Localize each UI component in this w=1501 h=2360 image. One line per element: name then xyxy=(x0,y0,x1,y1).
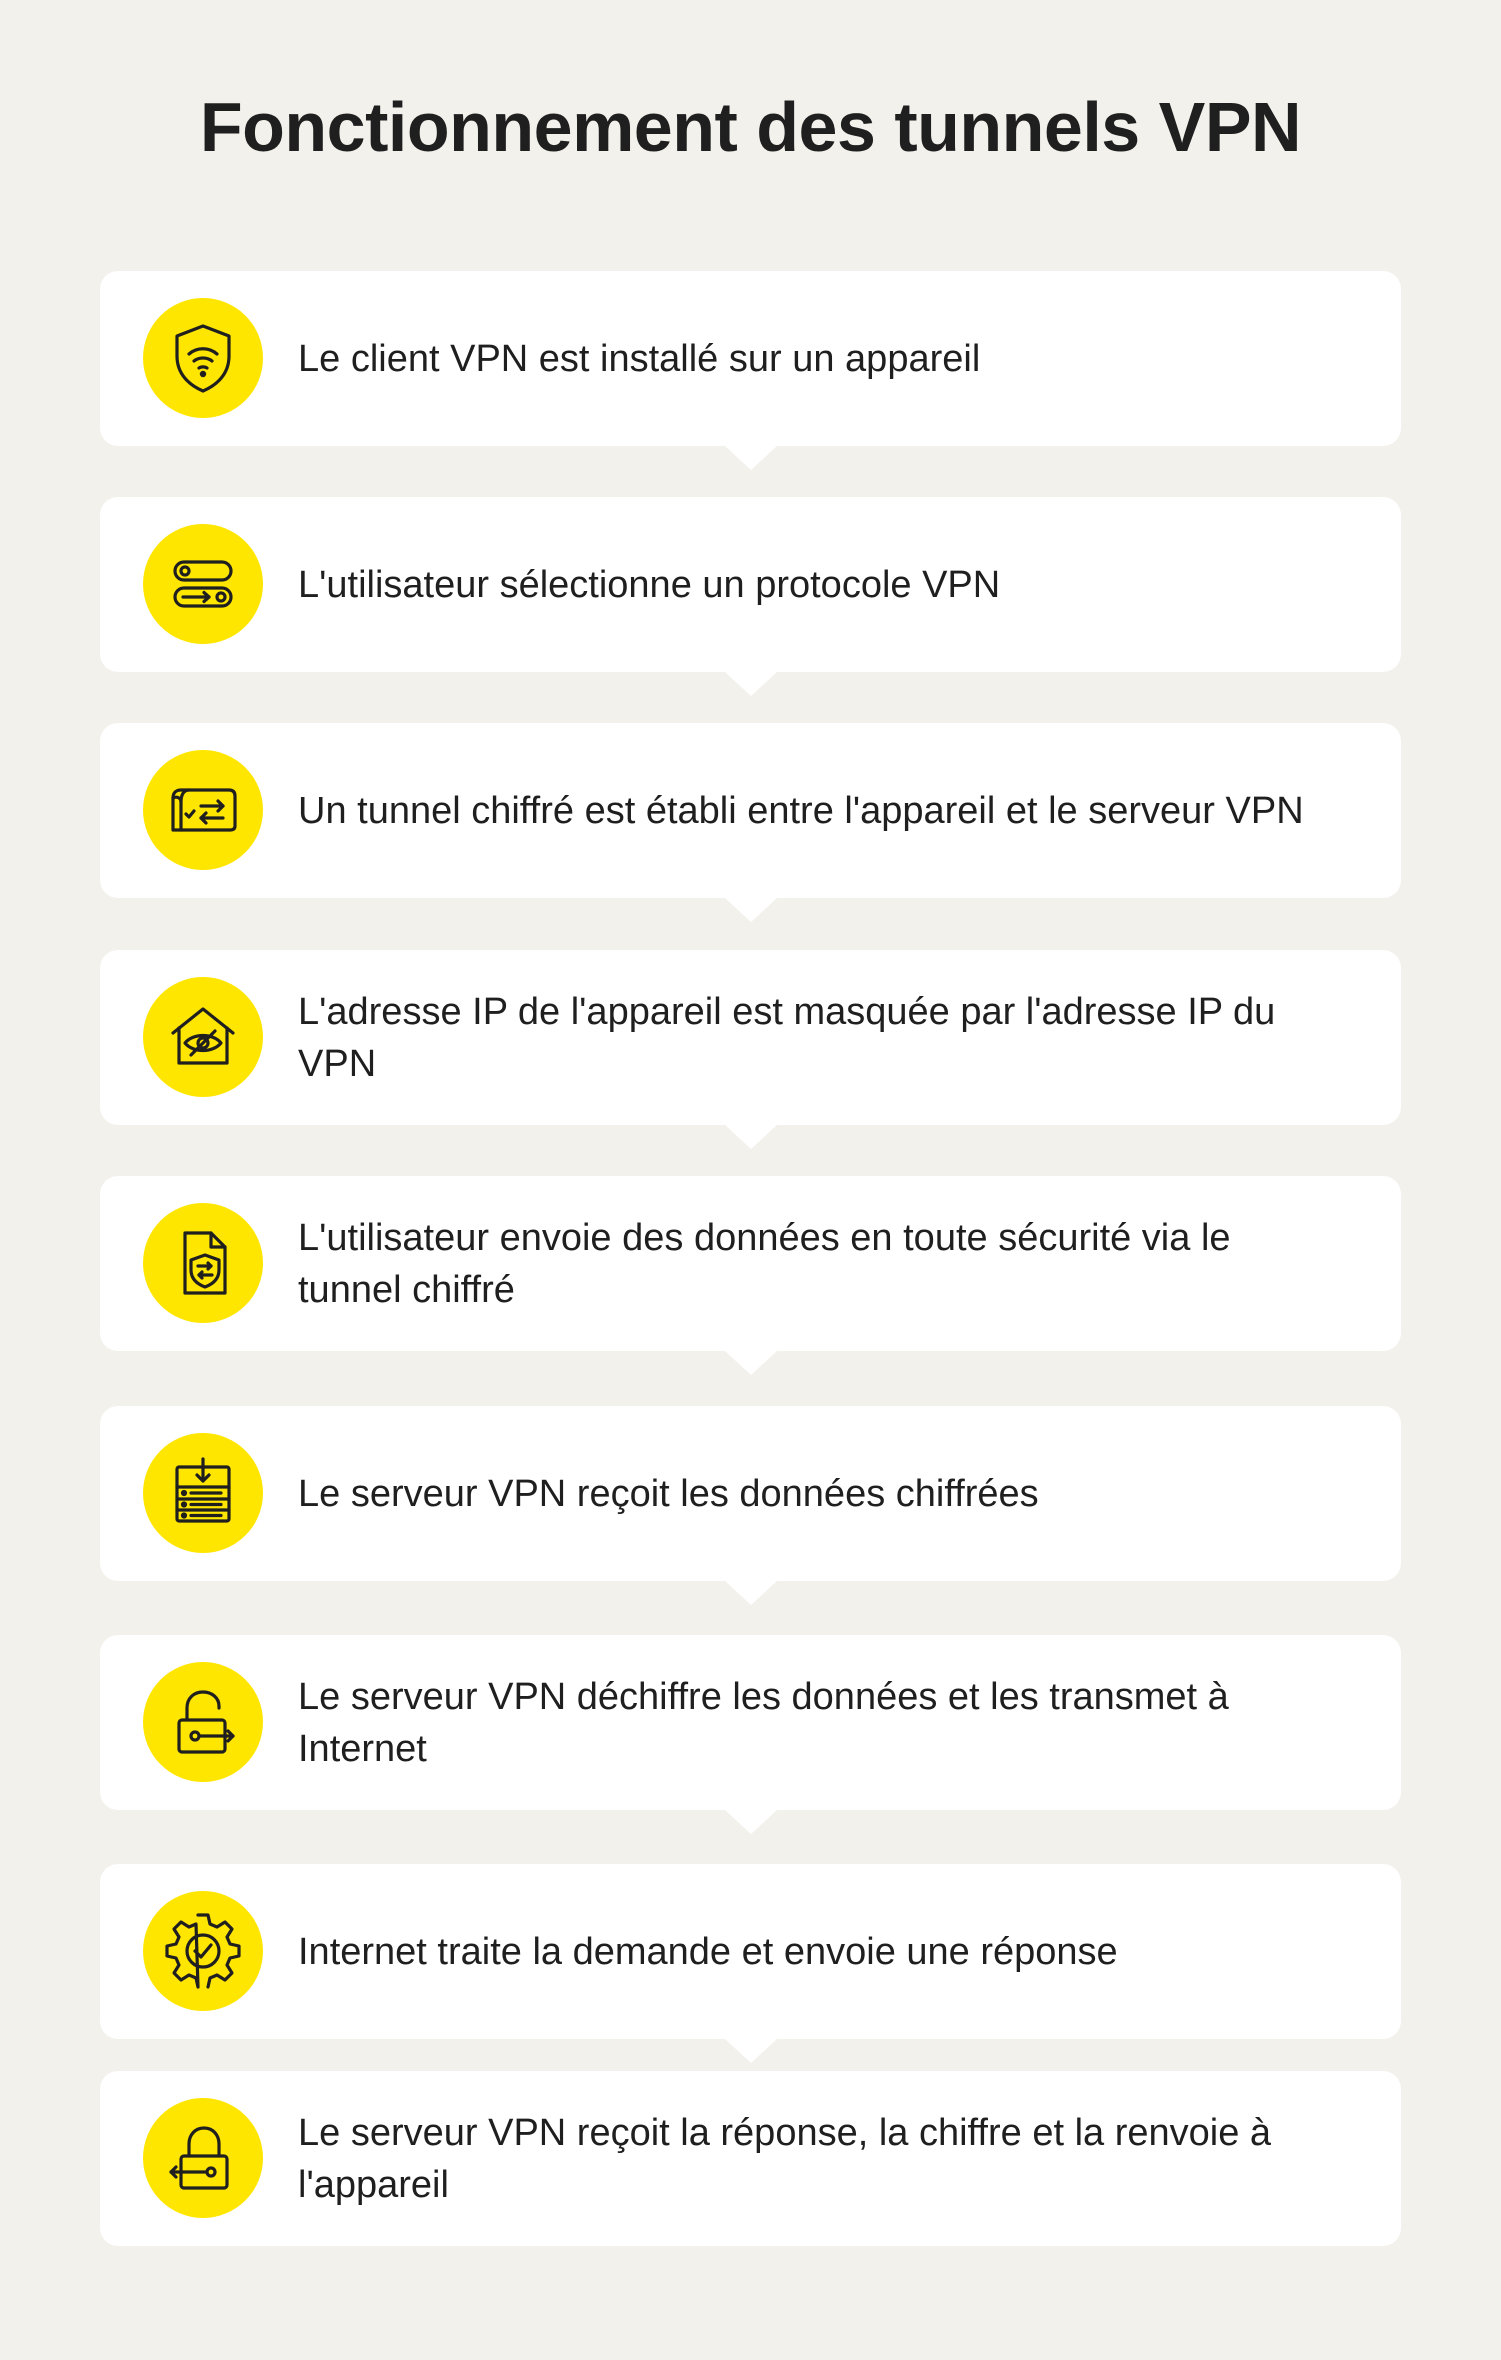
house-hidden-eye-icon xyxy=(163,997,243,1077)
icon-circle xyxy=(143,524,263,644)
connector-arrow xyxy=(725,898,777,922)
step-card-1 xyxy=(100,271,1401,446)
page-title: Fonctionnement des tunnels VPN xyxy=(199,88,1302,166)
step-card-4 xyxy=(100,950,1401,1125)
icon-circle xyxy=(143,2098,263,2218)
step-card-2 xyxy=(100,497,1401,672)
icon-circle xyxy=(143,1203,263,1323)
step-label: Un tunnel chiffré est établi entre l'appareil et le serveur VPN xyxy=(298,789,1304,832)
gear-check-icon xyxy=(163,1911,243,1991)
step-label: Internet traite la demande et envoie une réponse xyxy=(298,1930,1118,1973)
step-label: L'utilisateur envoie des données en toute sécurité via le tunnel chiffré xyxy=(298,1216,1231,1311)
secure-document-icon xyxy=(163,1223,243,1303)
icon-circle xyxy=(143,1662,263,1782)
step-label: L'adresse IP de l'appareil est masquée par l'adresse IP du VPN xyxy=(298,990,1276,1085)
step-label: Le serveur VPN reçoit les données chiffrées xyxy=(298,1472,1039,1515)
connector-arrow xyxy=(725,1581,777,1605)
step-card-6 xyxy=(100,1406,1401,1581)
step-card-5 xyxy=(100,1176,1401,1351)
connector-arrow xyxy=(725,672,777,696)
connector-arrow xyxy=(725,446,777,470)
connector-arrow xyxy=(725,1351,777,1375)
step-label: L'utilisateur sélectionne un protocole VPN xyxy=(298,563,1001,606)
icon-circle xyxy=(143,977,263,1097)
step-card-3 xyxy=(100,723,1401,898)
step-card-9 xyxy=(100,2071,1401,2246)
unlocked-padlock-icon xyxy=(163,1682,243,1762)
icon-circle xyxy=(143,298,263,418)
connector-arrow xyxy=(725,1125,777,1149)
icon-circle xyxy=(143,1891,263,2011)
step-label: Le serveur VPN déchiffre les données et les transmet à Internet xyxy=(298,1675,1229,1770)
connector-arrow xyxy=(725,1810,777,1834)
step-label: Le client VPN est installé sur un appareil xyxy=(298,337,981,380)
step-card-8 xyxy=(100,1864,1401,2039)
server-download-icon xyxy=(163,1453,243,1533)
locked-padlock-icon xyxy=(163,2118,243,2198)
toggle-switches-icon xyxy=(163,544,243,624)
step-card-7 xyxy=(100,1635,1401,1810)
shield-wifi-icon xyxy=(163,318,243,398)
icon-circle xyxy=(143,750,263,870)
connector-arrow xyxy=(725,2039,777,2063)
tunnel-exchange-icon xyxy=(163,770,243,850)
icon-circle xyxy=(143,1433,263,1553)
step-label: Le serveur VPN reçoit la réponse, la chiffre et la renvoie à l'appareil xyxy=(298,2111,1272,2206)
